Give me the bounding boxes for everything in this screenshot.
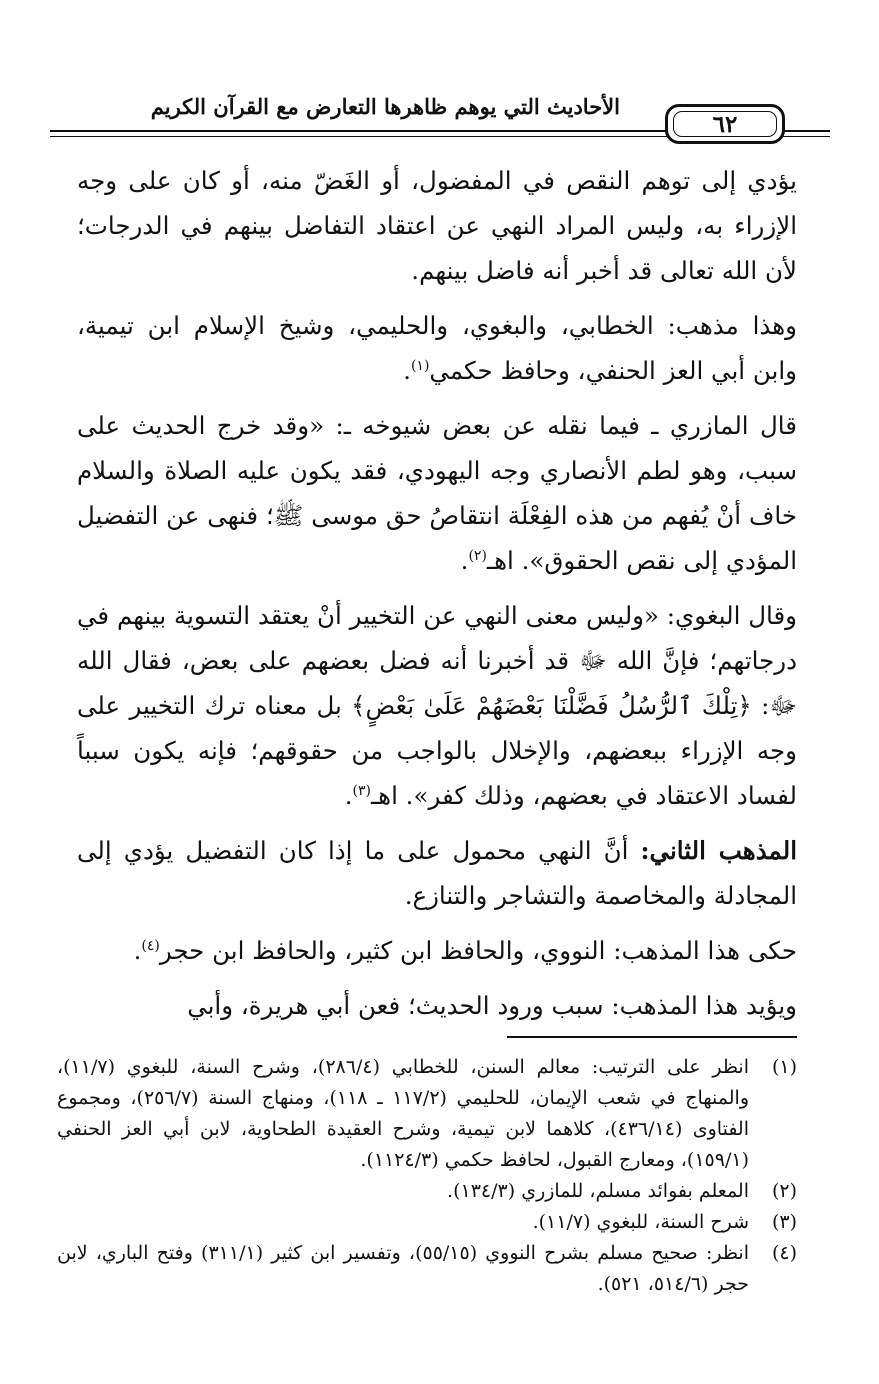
- section-label: المذهب الثاني:: [640, 836, 797, 865]
- paragraph-end: .: [344, 781, 353, 810]
- footnote: [57, 1207, 797, 1238]
- paragraph-end: .: [133, 936, 142, 965]
- paragraph-text: يؤدي إلى توهم النقص في المفضول، أو الغَضّ منه، أو كان على وجه الإزراء به، وليس المراد النهي عن اعتقاد التفاضل بينهم في الدرجات؛ لأن الله تعالى قد أخبر أنه فاضل بينهم.: [77, 166, 797, 285]
- paragraph: [77, 403, 797, 583]
- footnote: [57, 1052, 797, 1176]
- footnote-text: انظر على الترتيب: معالم السنن، للخطابي (٢٨٦/٤)، وشرح السنة، للبغوي (١١/٧)، والمنهاج في شعب الإيمان، للحليمي (١١٧/٢ ـ ١١٨)، ومنهاج السنة (٢٥٦/٧)، ومجموع الفتاوى (٤٣٦/١٤)، كلاهما لابن تيمية، وشرح العقيدة الطحاوية، لابن أبي العز الحنفي (١٥٩/١)، ومعارج القبول، لحافظ حكمي (١١٢٤/٣).: [57, 1056, 750, 1171]
- paragraph: [77, 158, 797, 293]
- footnote: [57, 1238, 797, 1300]
- paragraph: [77, 303, 797, 393]
- paragraph: [77, 983, 797, 1028]
- footnote-ref: (٣): [352, 782, 371, 799]
- page-number-badge: [665, 104, 785, 144]
- footnote-ref: (٤): [141, 937, 160, 954]
- footnote-text: شرح السنة، للبغوي (١١/٧).: [532, 1211, 749, 1233]
- paragraph-end: .: [460, 546, 469, 575]
- paragraph-text: أنَّ النهي محمول على ما إذا كان التفضيل يؤدي إلى المجادلة والمخاصمة والتشاجر والتنازع.: [77, 836, 797, 910]
- footnote-number: (٤): [771, 1242, 797, 1264]
- footnote-number: (٢): [771, 1180, 797, 1202]
- paragraph: [77, 928, 797, 973]
- footnote-text: المعلم بفوائد مسلم، للمازري (١٣٤/٣).: [447, 1180, 749, 1202]
- paragraph-end: .: [403, 356, 411, 385]
- page-header: [50, 80, 830, 148]
- footnote-ref: (٢): [468, 547, 487, 564]
- paragraph-text: وقال البغوي: «وليس معنى النهي عن التخيير أنْ يعتقد التسوية بينهم في درجاتهم؛ فإنَّ الله ﷻ قد أخبرنا أنه فضل بعضهم على بعض، فقال الله ﷻ: ﴿تِلْكَ ٱلرُّسُلُ فَضَّلْنَا بَعْضَهُمْ عَلَىٰ بَعْضٍ﴾ بل معناه ترك التخيير على وجه الإزراء ببعضهم، والإخلال بالواجب من حقوقهم؛ فإنه يكون سبباً لفساد الاعتقاد في بعضهم، وذلك كفر». اهـ: [77, 601, 797, 810]
- footnotes: [57, 1052, 797, 1300]
- footnote-text: انظر: صحيح مسلم بشرح النووي (٥٥/١٥)، وتفسير ابن كثير (٣١١/١) وفتح الباري، لابن حجر (٥١٤/٦، ٥٢١).: [57, 1242, 749, 1295]
- paragraph: [77, 828, 797, 918]
- running-title: الأحاديث التي يوهم ظاهرها التعارض مع القرآن الكريم: [150, 94, 620, 119]
- footnote-number: (١): [771, 1056, 797, 1078]
- main-text: [77, 158, 797, 1038]
- paragraph-text: ويؤيد هذا المذهب: سبب ورود الحديث؛ فعن أبي هريرة، وأبي: [187, 991, 797, 1020]
- page-number: ٦٢: [673, 111, 777, 137]
- paragraph-text: حكى هذا المذهب: النووي، والحافظ ابن كثير، والحافظ ابن حجر: [159, 936, 797, 965]
- paragraph-text: وهذا مذهب: الخطابي، والبغوي، والحليمي، وشيخ الإسلام ابن تيمية، وابن أبي العز الحنفي، وحافظ حكمي: [77, 311, 797, 385]
- footnote-separator: [507, 1036, 797, 1038]
- footnote: [57, 1176, 797, 1207]
- footnote-ref: (١): [410, 357, 430, 374]
- footnote-number: (٣): [771, 1211, 797, 1233]
- paragraph: [77, 593, 797, 818]
- paragraph-text: قال المازري ـ فيما نقله عن بعض شيوخه ـ: «وقد خرج الحديث على سبب، وهو لطم الأنصاري وجه اليهودي، فقد يكون عليه الصلاة والسلام خاف أنْ يُفهم من هذه الفِعْلَة انتقاصُ حق موسى ﷺ؛ فنهى عن التفضيل المؤدي إلى نقص الحقوق». اهـ: [77, 411, 797, 575]
